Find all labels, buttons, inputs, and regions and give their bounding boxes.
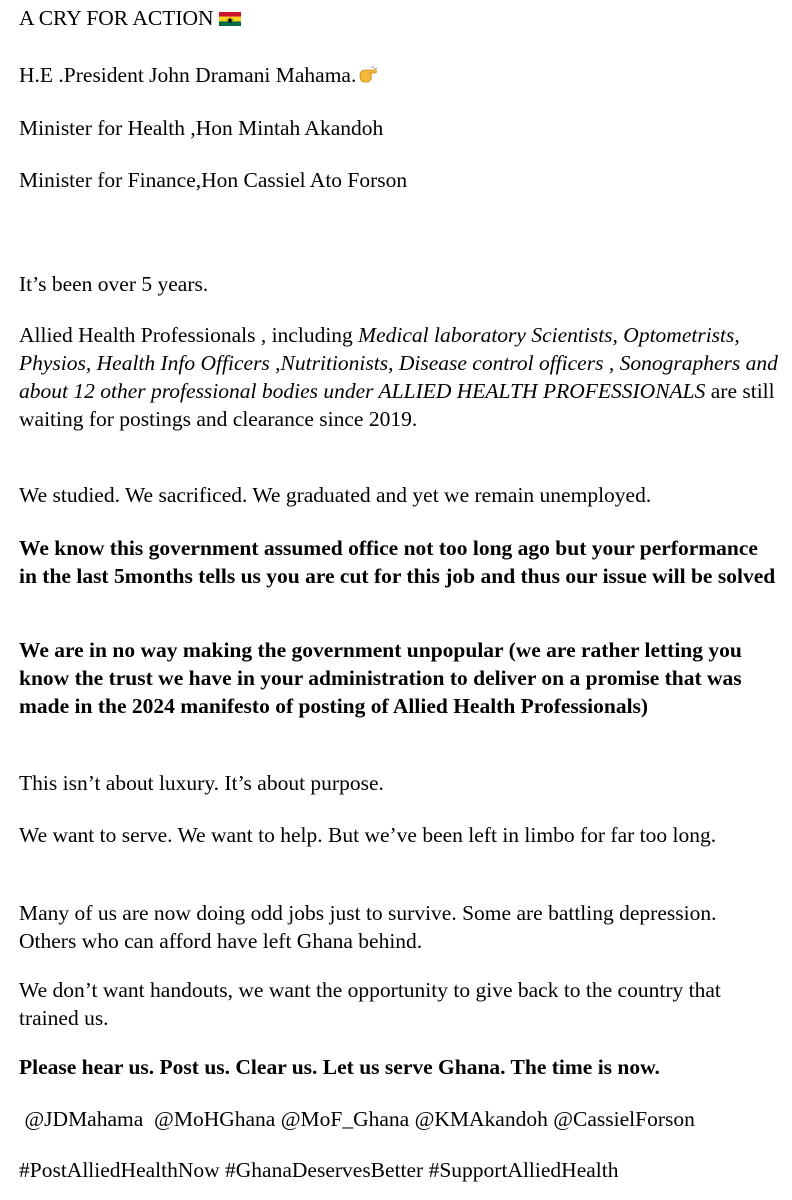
ghana-flag-icon	[219, 5, 241, 19]
addressee-president: H.E .President John Dramani Mahama.	[19, 61, 778, 89]
document-title: A CRY FOR ACTION	[19, 6, 214, 30]
paragraph-want-to-serve: We want to serve. We want to help. But we’ve been left in limbo for far too long.	[19, 823, 717, 847]
mentions-line: @JDMahama @MoHGhana @MoF_Ghana @KMAkandoh @CassielForson	[19, 1107, 695, 1131]
paragraph-years: It’s been over 5 years.	[19, 272, 209, 296]
addressee-health-minister: Minister for Health ,Hon Mintah Akandoh	[19, 116, 384, 140]
paragraph-call-to-action: Please hear us. Post us. Clear us. Let us serve Ghana. The time is now.	[19, 1055, 660, 1079]
paragraph-purpose: This isn’t about luxury. It’s about purpose.	[19, 771, 384, 795]
professions-list: Medical laboratory Scientists, Optometrists, Physios, Health Info Officers ,Nutritionists, Disease control officers , Sonographers and about 12 other professional bodies under ALLIED HEALTH PROFESSIONALS	[19, 323, 778, 403]
hand-pointing-icon	[358, 63, 380, 81]
paragraph-not-unpopular: We are in no way making the government unpopular (we are rather letting you know the trust we have in your administration to deliver on a promise that was made in the 2024 manifesto of posting of Allied Health Professionals)	[19, 638, 742, 718]
paragraph-studied: We studied. We sacrificed. We graduated and yet we remain unemployed.	[19, 483, 652, 507]
document-title-line	[19, 4, 778, 32]
paragraph-government-performance: We know this government assumed office not too long ago but your performance in the last 5months tells us you are cut for this job and thus our issue will be solved	[19, 536, 776, 588]
hashtags-line: #PostAlliedHealthNow #GhanaDeservesBetter #SupportAlliedHealth	[19, 1158, 619, 1182]
addressee-finance-minister: Minister for Finance,Hon Cassiel Ato Forson	[19, 168, 408, 192]
paragraph-handouts: We don’t want handouts, we want the opportunity to give back to the country that trained us.	[19, 978, 721, 1030]
paragraph-odd-jobs: Many of us are now doing odd jobs just to survive. Some are battling depression. Others who can afford have left Ghana behind.	[19, 901, 717, 953]
paragraph-allied-professionals: Allied Health Professionals , including Medical laboratory Scientists, Optometrists, Physios, Health Info Officers ,Nutritionists, Disease control officers , Sonographers and about 12 other professional bodies under ALLIED HEALTH PROFESSIONALS are still waiting for postings and clearance since 2019.	[19, 323, 778, 431]
